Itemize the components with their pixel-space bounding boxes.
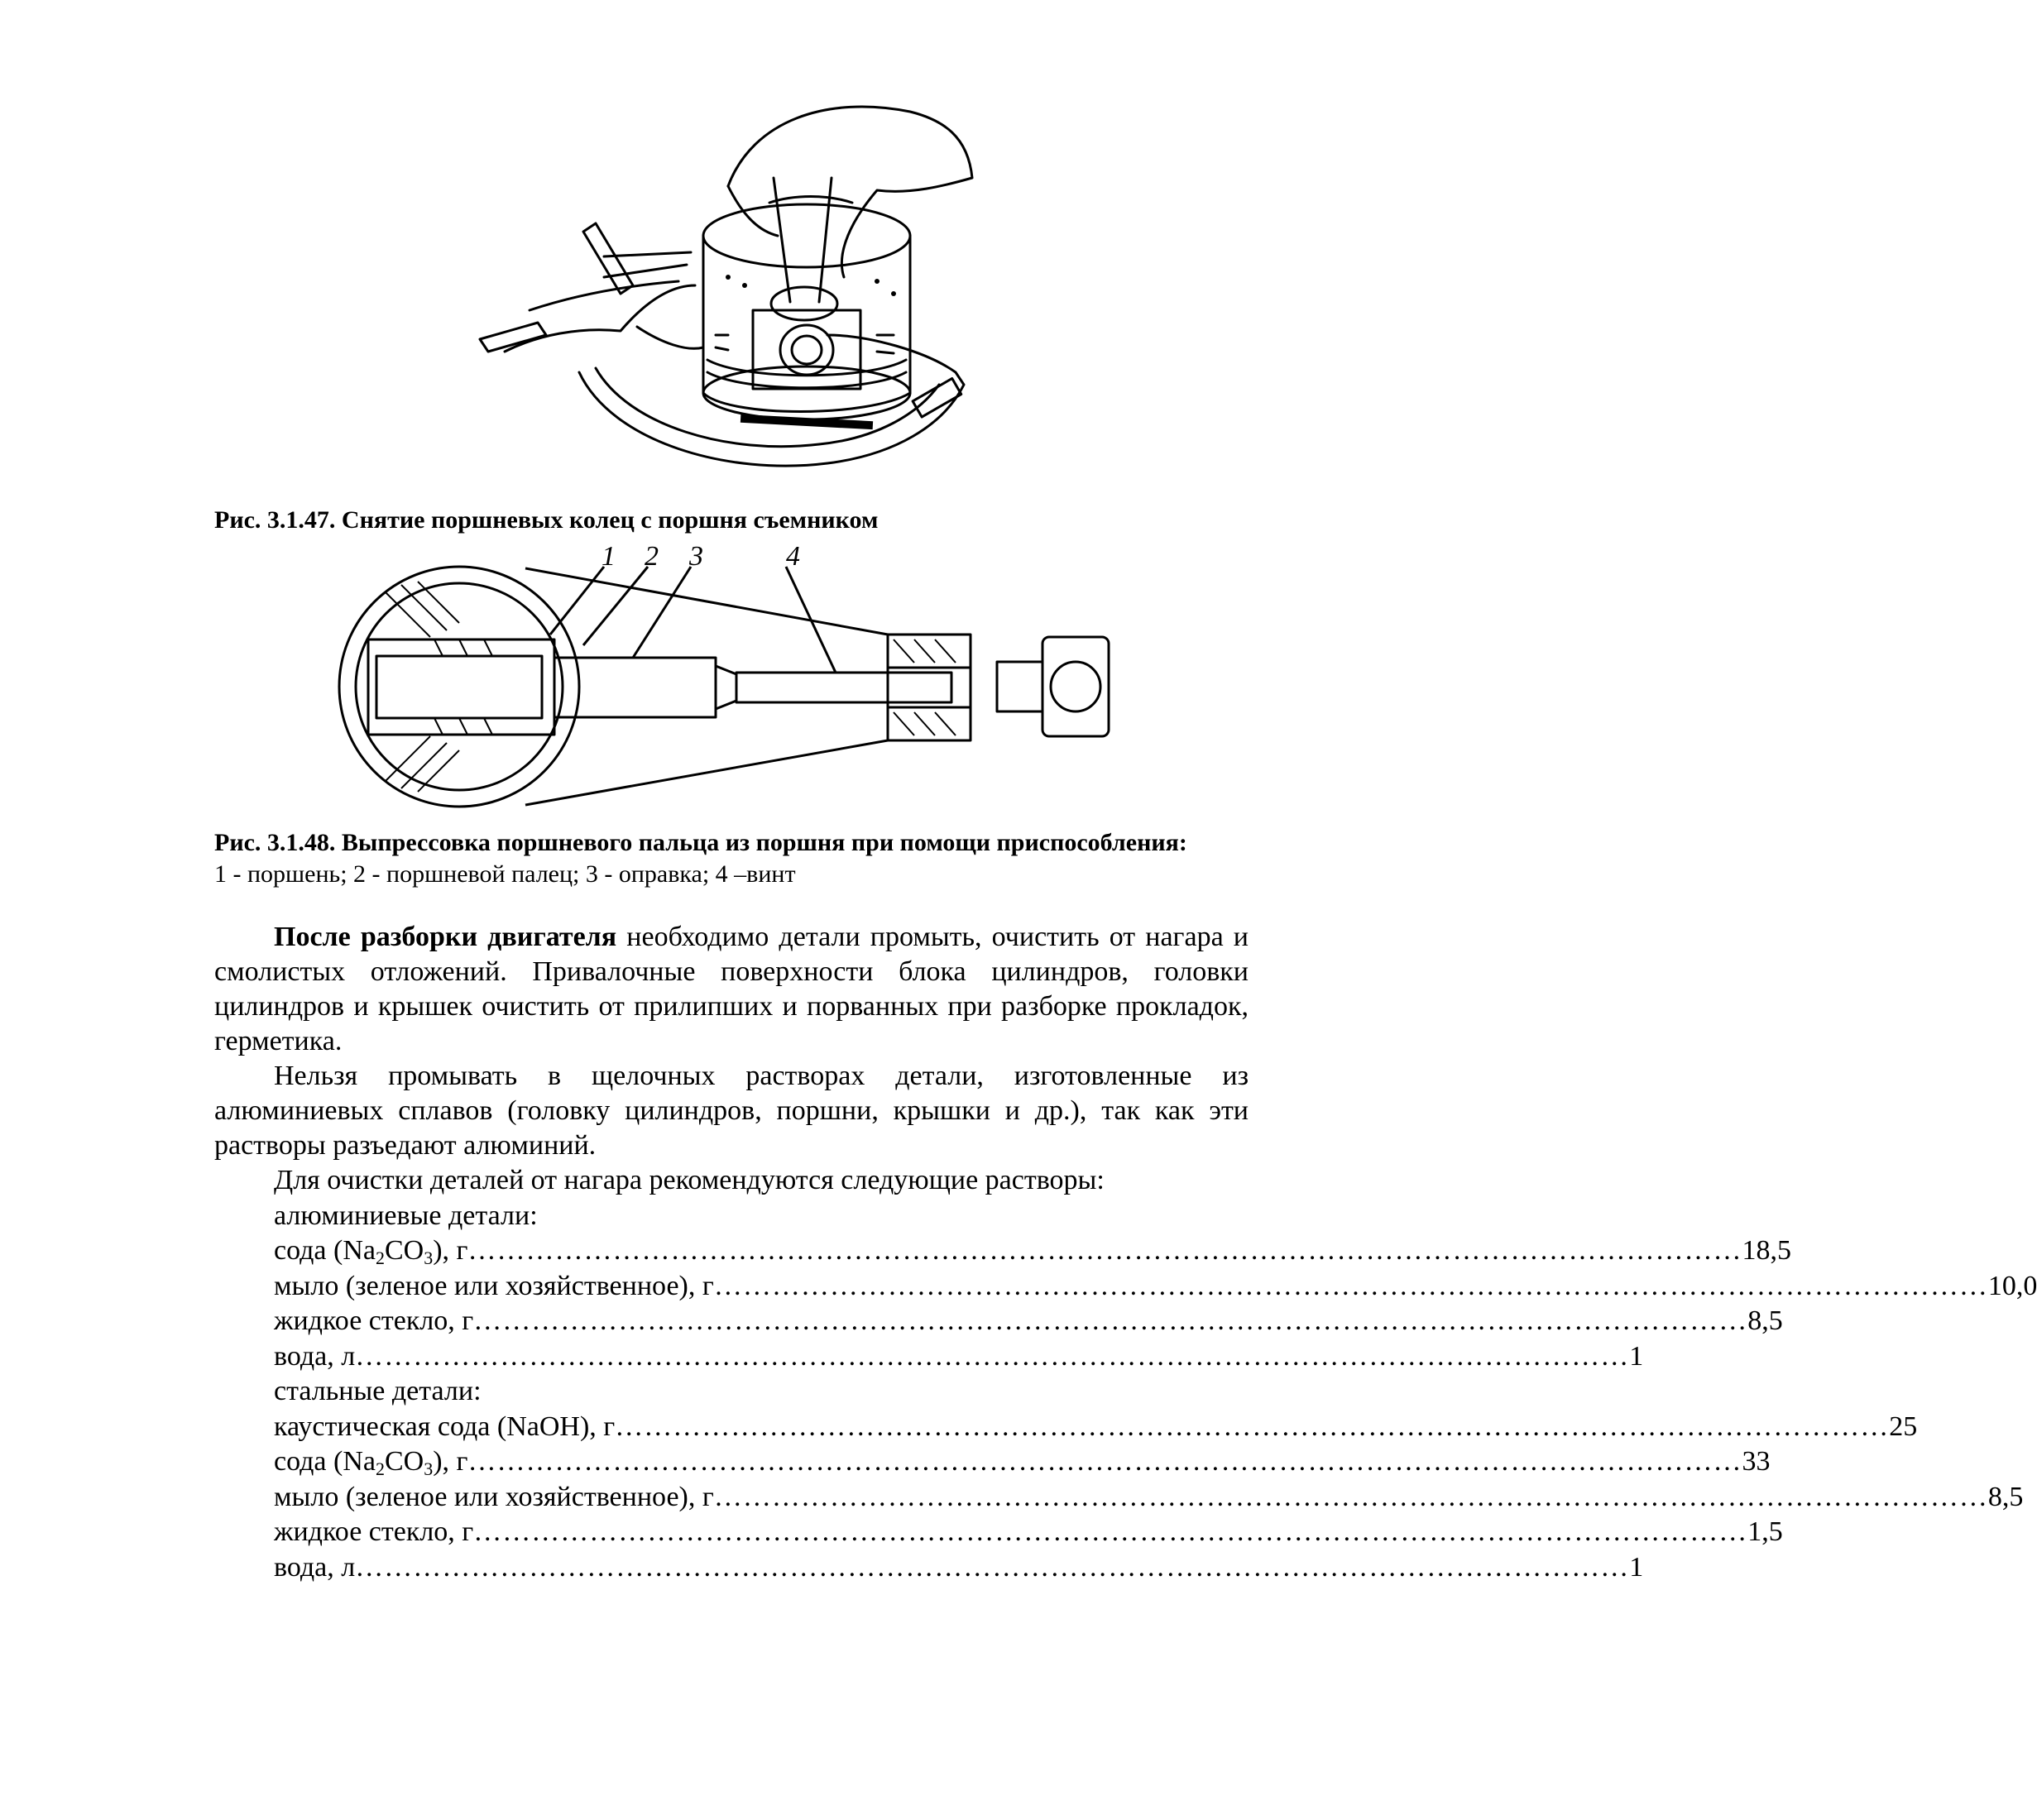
aluminum-heading: алюминиевые детали: (274, 1200, 538, 1231)
ingredient-label: вода, л (274, 1340, 356, 1372)
leader-dots: …………………………………………………………………………………………………………………… (355, 1340, 1630, 1372)
ingredient-value: 25 (1889, 1410, 1918, 1442)
figure2-legend: 1 - поршень; 2 - поршневой палец; 3 - оправка; 4 –винт (214, 860, 796, 888)
figure2-caption (214, 827, 1187, 859)
ingredient-label: жидкое стекло, г (274, 1305, 474, 1336)
ingredient-label: вода, л (274, 1551, 356, 1583)
label-2: 2 (645, 541, 659, 572)
leader-dots: …………………………………………………………………………………………………………………… (467, 1235, 1742, 1266)
ingredient-value: 1,5 (1747, 1516, 1783, 1547)
list-item (274, 1269, 2037, 1305)
paragraph-1 (214, 920, 1249, 1059)
leader-dots: …………………………………………………………………………………………………………………… (713, 1481, 1988, 1512)
ingredient-label: сода $(Na_2CO_3)$, г (274, 1446, 468, 1479)
leader-dots: …………………………………………………………………………………………………………………… (713, 1270, 1988, 1301)
paragraph-1-lead: После разборки двигателя (274, 922, 617, 952)
label-4: 4 (786, 541, 800, 572)
ingredient-label: сода $(Na_2CO_3)$, г (274, 1235, 468, 1268)
leader-dots: …………………………………………………………………………………………………………………… (473, 1516, 1748, 1547)
paragraph-1-text: необходимо детали промыть, очистить от нагара и смолистых отложений. Привалочные поверхности блока цилиндров, головки цилиндров и крышек очистить от прилипших и порванных при разборке прокладок, герметика. (214, 922, 1249, 1056)
piston-pin-press-drawing (335, 542, 1129, 819)
leader-dots: …………………………………………………………………………………………………………………… (355, 1551, 1630, 1583)
paragraph-2: Нельзя промывать в щелочных растворах детали, изготовленные из алюминиевых сплавов (головку цилиндров, поршни, крышки и др.), так как эти растворы разъедают алюминий. (214, 1061, 1249, 1161)
leader-dots: …………………………………………………………………………………………………………………… (467, 1446, 1742, 1477)
figure1-caption: Рис. 3.1.47. Снятие поршневых колец с поршня съемником (214, 506, 879, 534)
ingredient-value: 10,0 (1987, 1270, 2037, 1301)
label-3: 3 (689, 541, 703, 572)
list-item (274, 1444, 1771, 1480)
list-item (274, 1410, 1918, 1445)
list-item (274, 1304, 1783, 1339)
ingredient-label: мыло (зеленое или хозяйственное), г (274, 1270, 714, 1301)
label-1: 1 (602, 541, 616, 572)
solutions-list (274, 1163, 2037, 1585)
ingredient-value: 8,5 (1747, 1305, 1783, 1336)
ingredient-value: 1 (1629, 1340, 1644, 1372)
ingredient-label: каустическая сода (NaOH), г (274, 1410, 616, 1442)
list-item (274, 1515, 1783, 1550)
list-item (274, 1550, 1644, 1586)
steel-heading: стальные детали: (274, 1376, 482, 1406)
list-item (274, 1233, 1791, 1269)
figure-piston-ring-removal (480, 87, 976, 492)
ingredient-value: 33 (1742, 1446, 1771, 1477)
figure-piston-pin-press (335, 542, 1129, 819)
solutions-intro: Для очистки деталей от нагара рекомендуются следующие растворы: (274, 1165, 1105, 1195)
list-item (274, 1480, 2024, 1516)
figure2-caption-title: Рис. 3.1.48. Выпрессовка поршневого пальца из поршня при помощи приспособления: (214, 829, 1187, 856)
ingredient-value: 1 (1629, 1551, 1644, 1583)
ingredient-value: 8,5 (1987, 1481, 2024, 1512)
list-item (274, 1339, 1644, 1375)
body-text (214, 920, 1249, 1163)
ingredient-value: 18,5 (1742, 1235, 1791, 1266)
leader-dots: …………………………………………………………………………………………………………………… (615, 1410, 1890, 1442)
ingredient-label: мыло (зеленое или хозяйственное), г (274, 1481, 714, 1512)
piston-ring-removal-drawing (480, 87, 976, 492)
ingredient-label: жидкое стекло, г (274, 1516, 474, 1547)
leader-dots: …………………………………………………………………………………………………………………… (473, 1305, 1748, 1336)
